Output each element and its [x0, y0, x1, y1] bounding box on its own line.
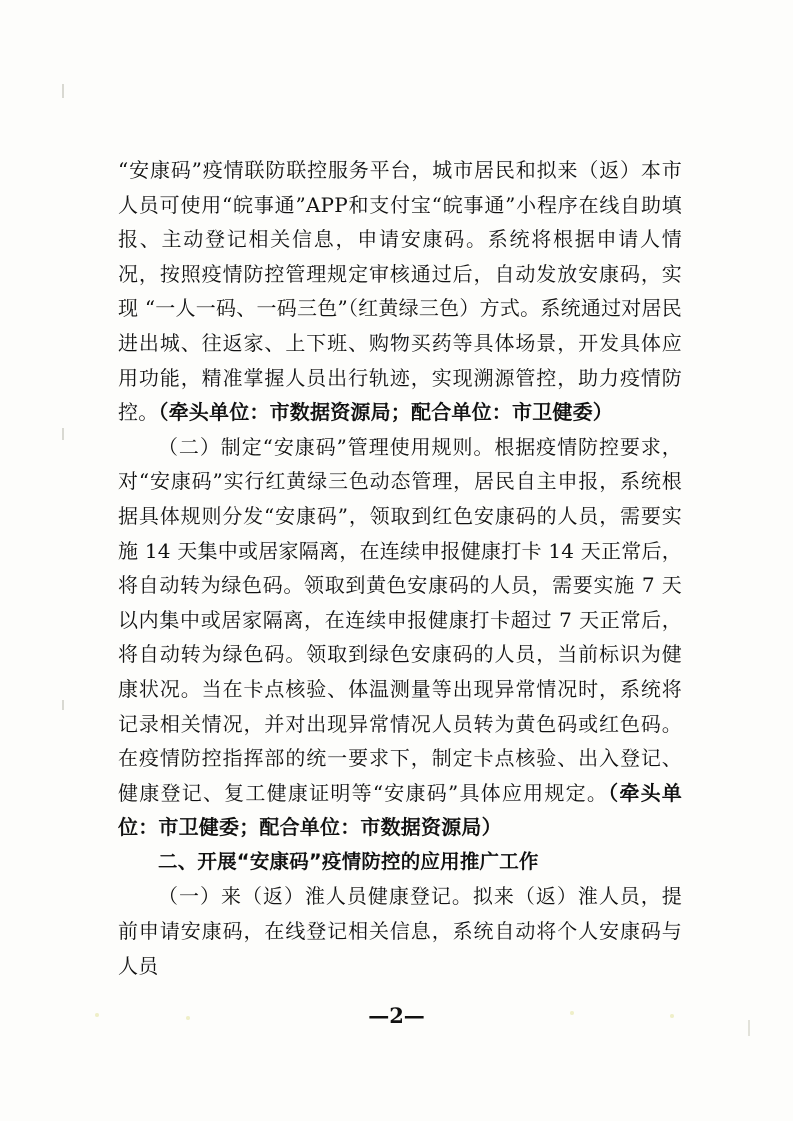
- subsection-title: （一）来（返）淮人员健康登记。: [158, 884, 473, 909]
- scan-artifact: [62, 700, 64, 710]
- paragraph-text: “安康码”疫情联防联控服务平台，城市居民和拟来（返）本市人员可使用“皖事通”APP和支付宝“皖事通”小程序在线自助填报、主动登记相关信息，申请安康码。系统将根据申请人情况，按照疫情防控管理规定审核通过后，自动发放安康码，实现 “一人一码、一码三色”（红黄绿三色）方式。系统通过对居民进出城、往返家、上下班、购物买药等具体场景，开发具体应用功能，精准掌握人员出行轨迹，实现溯源管控，助力疫情防控。: [118, 158, 682, 425]
- paragraph-registration: [118, 879, 682, 983]
- responsibility-note: （牵头单位：市数据资源局；配合单位：市卫健委）: [158, 400, 614, 425]
- scan-artifact: [62, 84, 64, 98]
- paragraph-platform: [118, 153, 682, 430]
- section-heading: 二、开展“安康码”疫情防控的应用推广工作: [158, 849, 539, 873]
- paragraph-text: 拟来（返）淮人员，提前申请安康码，在线登记相关信息，系统自动将个人安康码与人员: [118, 884, 682, 978]
- page-number: —2—: [368, 1003, 425, 1028]
- paragraph-rules: [118, 430, 682, 845]
- paragraph-text: 根据疫情防控要求，对“安康码”实行红黄绿三色动态管理，居民自主申报，系统根据具体规则分发“安康码”，领取到红色安康码的人员，需要实施 14 天集中或居家隔离，在连续申报健康打卡 14 天正常后，将自动转为绿色码。领取到黄色安康码的人员，需要实施 7 天以内集中或居家隔离，在连续申报健康打卡超过 7 天正常后，将自动转为绿色码。领取到绿色安康码的人员，当前标识为健康状况。当在卡点核验、体温测量等出现异常情况时，系统将记录相关情况，并对出现异常情况人员转为黄色码或红色码。在疫情防控指挥部的统一要求下，制定卡点核验、出入登记、健康登记、复工健康证明等“安康码”具体应用规定。: [118, 434, 682, 805]
- subsection-title: （二）制定“安康码”管理使用规则。: [158, 434, 495, 459]
- scan-artifact: [62, 428, 64, 440]
- document-body: [118, 153, 682, 983]
- responsibility-note: （牵头单位：市卫健委；配合单位：市数据资源局）: [118, 780, 682, 840]
